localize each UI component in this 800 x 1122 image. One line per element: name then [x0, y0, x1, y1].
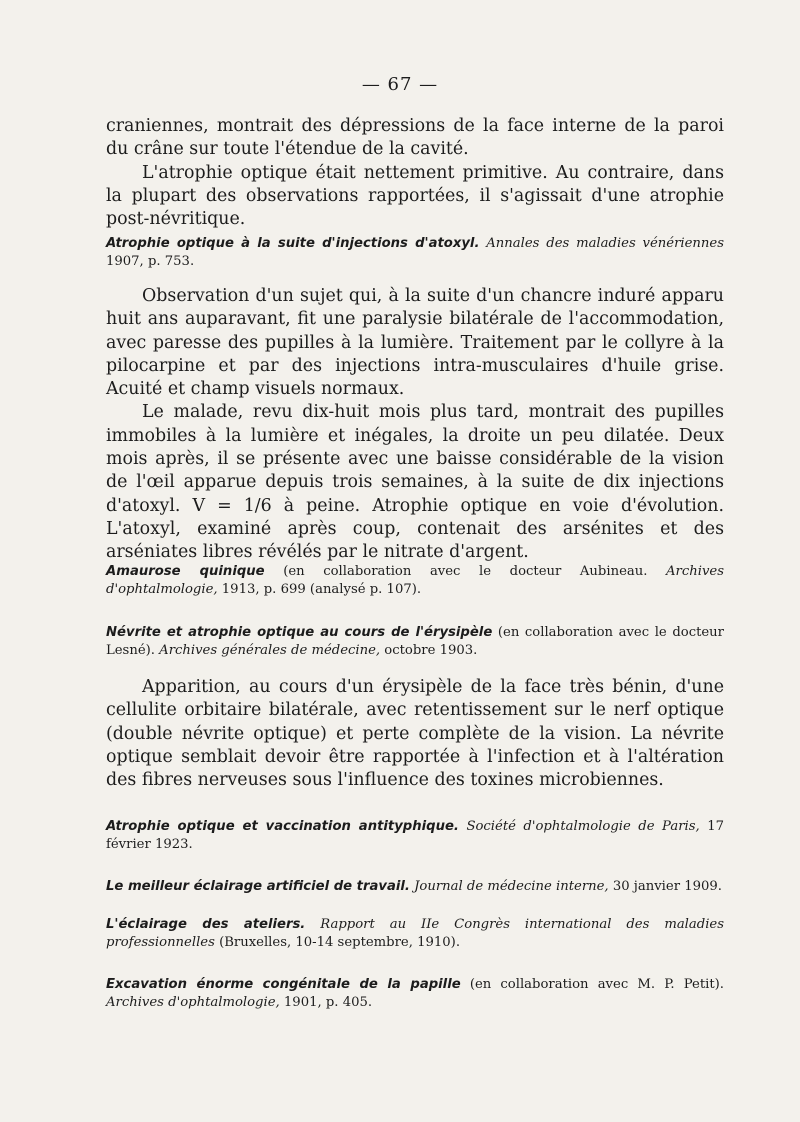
reference-note: (en collaboration avec le docteur Aubineau. — [283, 564, 648, 579]
reference-journal: Archives d'ophtalmologie, — [106, 564, 724, 597]
reference-entry-4 — [106, 818, 724, 854]
paragraph: Le malade, revu dix-huit mois plus tard, montrait des pupilles immobiles à la lumière et inégales, la droite un peu dilatée. Deux mois après, il se présente avec une baisse considérable de la vision de l'œil apparue depuis trois semaines, à la suite de dix injections d'atoxyl. V = 1/6 à peine. Atrophie optique en voie d'évolution. L'atoxyl, examiné après coup, contenait des arsénites et des arséniates libres révélés par le nitrate d'argent. — [106, 402, 724, 563]
reference-entry-6 — [106, 916, 724, 952]
reference-note: (en collaboration avec le docteur Lesné). — [106, 625, 724, 658]
paragraph: Apparition, au cours d'un érysipèle de la face très bénin, d'une cellulite orbitaire bilatérale, avec retentissement sur le nerf optique (double névrite optique) et perte complète de la vision. La névrite optique semblait devoir être rapportée à l'infection et à l'altération des fibres nerveuses sous l'influence des toxines microbiennes. — [106, 677, 724, 791]
reference-entry-1 — [106, 235, 724, 271]
reference-journal: Rapport au IIe Congrès international des maladies professionnelles — [106, 917, 724, 950]
reference-title: Atrophie optique et vaccination antityphique. — [106, 819, 459, 834]
reference-journal: Archives d'ophtalmologie, — [106, 995, 280, 1010]
page-number: — 67 — — [361, 74, 439, 95]
paragraph: Observation d'un sujet qui, à la suite d'un chancre induré apparu huit ans auparavant, fit une paralysie bilatérale de l'accommodation, avec paresse des pupilles à la lumière. Traitement par le collyre à la pilocarpine et par des injections intra-musculaires d'huile grise. Acuité et champ visuels normaux. — [106, 286, 724, 400]
reference-title: L'éclairage des ateliers. — [106, 917, 306, 932]
reference-details: (Bruxelles, 10-14 septembre, 1910). — [219, 935, 461, 950]
paragraph: craniennes, montrait des dépressions de la face interne de la paroi du crâne sur toute l'étendue de la cavité. — [106, 116, 724, 160]
reference-entry-7 — [106, 976, 724, 1012]
paragraph-block-1 — [106, 115, 724, 231]
reference-details: 30 janvier 1909. — [612, 879, 722, 894]
reference-journal: Journal de médecine interne, — [414, 879, 609, 894]
reference-entry-5 — [106, 878, 724, 896]
paragraph-block-2 — [106, 285, 724, 565]
reference-details: 1913, p. 699 (analysé p. 107). — [221, 582, 422, 597]
paragraph-block-3 — [106, 676, 724, 792]
reference-note: (en collaboration avec M. P. Petit). — [469, 977, 724, 992]
reference-entry-2 — [106, 563, 724, 599]
reference-details: 1901, p. 405. — [283, 995, 373, 1010]
reference-journal: Annales des maladies vénériennes — [486, 236, 724, 251]
reference-details: 17 février 1923. — [106, 819, 724, 852]
reference-title: Atrophie optique à la suite d'injections d'atoxyl. — [106, 236, 480, 251]
reference-title: Névrite et atrophie optique au cours de l'érysipèle — [106, 625, 493, 640]
reference-journal: Société d'ophtalmologie de Paris, — [466, 819, 700, 834]
reference-details: 1907, p. 753. — [106, 254, 195, 269]
reference-title: Amaurose quinique — [106, 564, 265, 579]
reference-title: Le meilleur éclairage artificiel de travail. — [106, 879, 410, 894]
reference-entry-3 — [106, 624, 724, 660]
reference-title: Excavation énorme congénitale de la papille — [106, 977, 461, 992]
reference-details: octobre 1903. — [384, 643, 478, 658]
reference-journal: Archives générales de médecine, — [159, 643, 381, 658]
paragraph: L'atrophie optique était nettement primitive. Au contraire, dans la plupart des observations rapportées, il s'agissait d'une atrophie post-névritique. — [106, 162, 724, 230]
